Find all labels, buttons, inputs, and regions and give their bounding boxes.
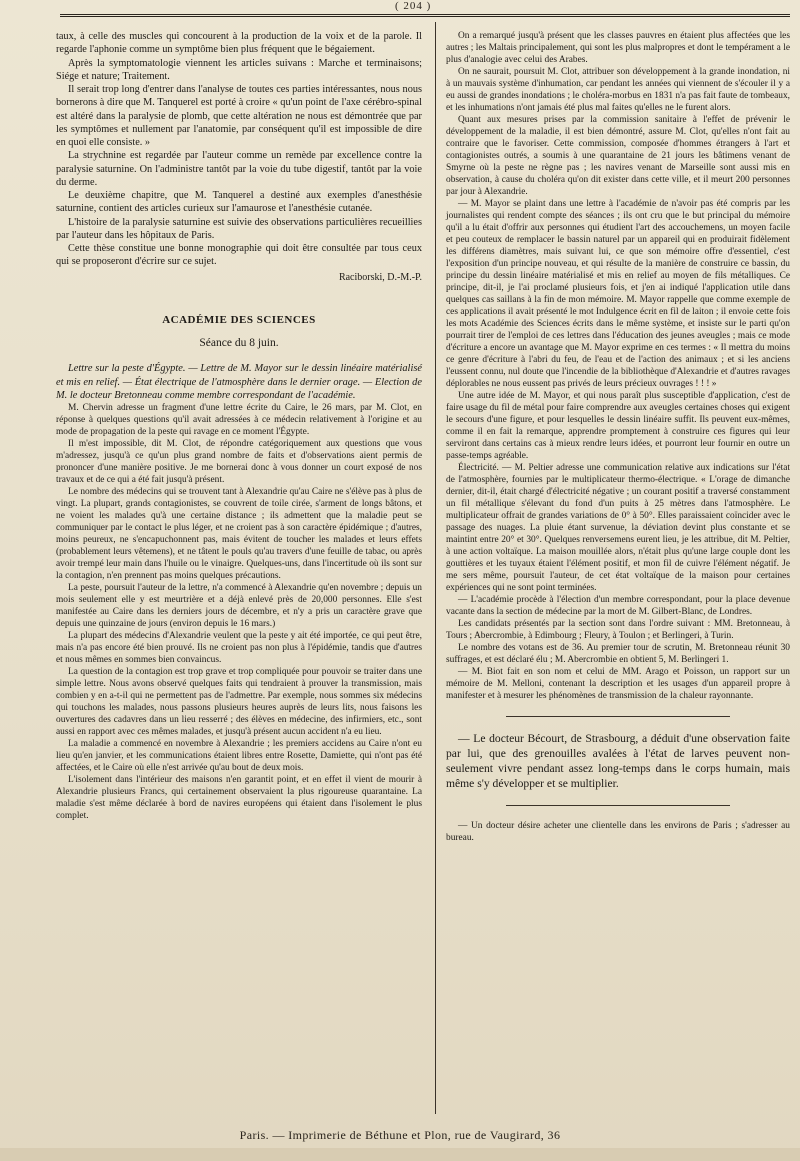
- section-date: Séance du 8 juin.: [199, 337, 279, 349]
- article-paragraph: La peste, poursuit l'auteur de la lettre, n'a commencé à Alexandrie qu'en novembre ; depuis un mois seulement elle y est meurtrière et a déjà enlevé près de 20,000 personnes. Elle s'est manifestée au Caire dans les derniers jours de décembre, et n'y a pris un caractère grave que depuis une quinzaine de jours (environ depuis le 16 mars.): [56, 583, 422, 629]
- article-paragraph: — M. Mayor se plaint dans une lettre à l'académie de n'avoir pas été compris par les journalistes qui rendent compte des séances ; ils ont cru que le but principal du mémoire qu'il a lu était d'offrir aux personnes qui étudient l'art des accouchemens, un moyen facile et peu couteux de remplacer le bassin naturel par un appareil qui en produirait fidèlement les différens diamètres, mais suivant lui, ce que son mémoire offre d'essentiel, c'est l'exposition d'un principe nouveau, et qui résulte de la manière de construire ce bassin, du principe du dessin linéaire matérialisé et mis en relief au moyen de fils métalliques. Ce principe, dit-il, je l'ai proclamé plusieurs fois, et j'en ai indiqué l'application utile dans quelques cas saillans à la fin de mon mémoire. M. Mayor rappelle que comme exemple de ces applications il avait présenté le mot Indulgence écrit en fil de laiton ; il envoie cette fois les mots Académie des Sciences écrits dans le même système, et insiste sur le parti qu'on pourrait tirer de l'emploi de ces lettres dans l'éducation des jeunes aveugles ; mais ce mode d'écriture a encore un avantage que M. Mayor exprime en ces termes : « Il mettra du moins ce genre d'écriture à l'abri du feu, de l'eau et de l'action des animaux ; et si les anciens l'eussent connu, nul doute que l'incendie de la bibliothèque d'Alexandrie et d'autres ravages déplorables ne nous eussent pas privés de leurs précieux ouvrages ! ! ! »: [446, 199, 790, 389]
- article-paragraph: La question de la contagion est trop grave et trop compliquée pour pouvoir se traiter dans une simple lettre. Nous avons observé quelques faits qui tendraient à prouver la transmission, mais combien y en a-t-il qui ne permettent pas de l'admettre. Par exemple, nous sommes six médecins qui touchons les malades, nous passons plusieurs heures auprès de leurs lits, nous faisons les ouvertures des cadavres dans un lieu resserré ; des élèves en médecine, des infirmiers, etc., sont aussi en rapport avec ces mêmes malades, et jusqu'à présent aucun accident n'a eu lieu.: [56, 667, 422, 737]
- article-paragraph: Il m'est impossible, dit M. Clot, de répondre catégoriquement aux questions que vous m'adressez, jusqu'à ce qu'un plus grand nombre de faits et d'observations aient permis de prononcer d'une manière positive. Je me bornerai donc à vous donner un court exposé de nos travaux et de ce qui a été fait jusqu'à présent.: [56, 439, 422, 485]
- intro-paragraph: La strychnine est regardée par l'auteur comme un remède par excellence contre la paralysie saturnine. On l'administre tantôt par la voie du tube digestif, tantôt par la voie du derme.: [56, 150, 422, 188]
- session-summary: Lettre sur la peste d'Égypte. — Lettre de M. Mayor sur le dessin linéaire matérialisé et mis en relief. — État électrique de l'atmosphère dans le dernier orage. — Election de M. le docteur Bretonneau comme membre correspondant de l'académie.: [56, 363, 422, 401]
- classified-ad: — Un docteur désire acheter une clientelle dans les environs de Paris ; s'adresser au bureau.: [446, 821, 790, 843]
- article-paragraph: M. Chervin adresse un fragment d'une lettre écrite du Caire, le 26 mars, par M. Clot, en réponse à quelques questions qu'il avait adressées à ce médecin relativement à l'origine et au mode de propagation de la peste qui ravage en ce moment l'Égypte.: [56, 403, 422, 437]
- page-number: ( 204 ): [395, 0, 432, 12]
- article-paragraph: Le nombre des médecins qui se trouvent tant à Alexandrie qu'au Caire ne s'élève pas à plus de vingt. La plupart, grands contagionistes, se couvrent de toile cirée, s'arment de longs bâtons, et ne voient les malades qu'à une certaine distance ; ils admettent que la maladie peut se communiquer par le contact le plus léger, et ne croient pas à son caractère épidémique ; d'autres, moins peureux, ne s'encapuchonnent pas, mais évitent de toucher les malades et leurs effets (probablement leurs vêtemens), et ne tâtent le pouls qu'au travers d'une feuille de tabac, ou après avoir trempé leur main dans l'huile ou le vinaigre. Quelques-uns, dans l'incertitude où ils sont sur la contagion, n'en prennent pas moins quelques précautions.: [56, 487, 422, 581]
- right-column: [446, 30, 790, 844]
- column-rule: [435, 22, 436, 1114]
- article-paragraph: On a remarqué jusqu'à présent que les classes pauvres en étaient plus affectées que les autres ; les Maltais principalement, qui sont les plus malpropres et dont le tempérament a le plus d'analogie avec celui des Arabes.: [446, 31, 790, 65]
- author-signature: Raciborski, D.-M.-P.: [338, 271, 422, 283]
- separator: [506, 716, 730, 717]
- article-paragraph: Le nombre des votans est de 36. Au premier tour de scrutin, M. Bretonneau réunit 30 suffrages, et est déclaré élu ; M. Abercrombie en obtient 5, M. Berlingeri 1.: [446, 643, 790, 665]
- news-item: — Le docteur Bécourt, de Strasbourg, a déduit d'une observation faite par lui, que des grenouilles avalées à l'état de larves peuvent non-seulement vivre pendant assez long-temps dans le corps humain, mais même s'y développer et se multiplier.: [446, 732, 790, 790]
- page-edge: [0, 1148, 800, 1161]
- intro-paragraph: Après la symptomatologie viennent les articles suivans : Marche et terminaisons; Siége et nature; Traitement.: [56, 57, 422, 82]
- article-paragraph: On ne saurait, poursuit M. Clot, attribuer son développement à la grande inondation, ni à un mauvais système d'inhumation, car pendant les années qui viennent de s'écouler il y a eu aussi de grandes inondations ; le choléra-morbus en 1831 n'a pas fait faute de tombeaux, et les inhumations n'ont jamais été plus mal faites qu'elles ne le furent alors.: [446, 67, 790, 113]
- article-paragraph: — L'académie procède à l'élection d'un membre correspondant, pour la place devenue vacante dans la section de médecine par la mort de M. Gilbert-Blanc, de Londres.: [446, 595, 790, 617]
- intro-paragraph: Le deuxième chapitre, que M. Tanquerel a destiné aux exemples d'anesthésie saturnine, contient des articles curieux sur l'amaurose et l'anesthésie cutanée.: [56, 190, 422, 215]
- article-paragraph: Électricité. — M. Peltier adresse une communication relative aux indications sur l'état de l'atmosphère, fournies par le multiplicateur thermo-électrique. « L'orage de dimanche dernier, dit-il, était chargé d'électricité négative ; un courant positif a traversé constamment un fil métallique s'élevant du fond d'un puits à 25 mètres dans l'atmosphère. Le multiplicateur offrait de grandes variations de 0° à 50°. Elles paraissaient coïncider avec le passage des nuages. La pluie étant survenue, la déviation devint plus constante et se maintint entre 20° et 30°. Quelques renversemens eurent lieu, je les attribue, dit M. Peltier, à une action voltaïque. La maison mouillée alors, n'était plus qu'une large couple dont les gouttières et les tuyaux étaient l'élément positif, et mon fil de cuivre l'élément négatif. Je me sers même, poursuit l'auteur, de cet état voltaïque de la maison pour certaines expériences qui ne sont point terminées.: [446, 463, 790, 593]
- top-rule: [60, 14, 790, 17]
- left-column: [56, 30, 422, 822]
- article-body: [56, 402, 422, 822]
- intro-paragraph: taux, à celle des muscles qui concourent à la production de la voix et de la parole. Il regarde l'aphonie comme un symptôme bien plus fréquent que le bégaiement.: [56, 31, 422, 56]
- intro-paragraph: Cette thèse constitue une bonne monographie qui doit être consultée par tous ceux qui se proposeront d'écrire sur ce sujet.: [56, 243, 422, 268]
- printer-footer: Paris. — Imprimerie de Béthune et Plon, rue de Vaugirard, 36: [239, 1128, 561, 1142]
- article-paragraph: Quant aux mesures prises par la commission sanitaire à l'effet de prévenir le développement de la maladie, il est bien démontré, assure M. Clot, qu'elles n'ont fait au contraire que le favoriser. Cette commission, composée d'hommes étrangers à l'art et contagionistes outrés, a soumis à une quarantaine de 21 jours les bâtimens venant de Smyrne où la peste ne règne pas ; les navires venant de Marseille sont aussi mis en observation, à cause du choléra qu'on dit exister dans cette ville, et il meurt 200 personnes par jour à Alexandrie.: [446, 115, 790, 197]
- article-paragraph: Une autre idée de M. Mayor, et qui nous paraît plus susceptible d'application, c'est de faire usage du fil de métal pour faire comprendre aux aveugles certaines choses qui exigent le secours d'une figure, et pour lesquelles le dessin linéaire suffit. Ils peuvent eux-mêmes, comme il en fait la remarque, apprendre promptement à construire ces figures qui leur serviront dans certains cas à mieux rendre leurs idées, et pourront leur fournir en outre un passe-temps agréable.: [446, 391, 790, 461]
- article-paragraph: — M. Biot fait en son nom et celui de MM. Arago et Poisson, un rapport sur un mémoire de M. Melloni, contenant la description et les usages d'un appareil propre à manifester et à mesurer les phénomènes de transmission de la chaleur rayonnante.: [446, 667, 790, 701]
- article-paragraph: Les candidats présentés par la section sont dans l'ordre suivant : MM. Bretonneau, à Tours ; Abercrombie, à Edimbourg ; Fleury, à Toulon ; et Berlingeri, à Turin.: [446, 619, 790, 641]
- separator: [506, 805, 730, 806]
- intro-paragraph: L'histoire de la paralysie saturnine est suivie des observations particulières recueillies par l'auteur dans les hôpitaux de Paris.: [56, 216, 422, 241]
- article-paragraph: L'isolement dans l'intérieur des maisons n'en garantit point, et en effet il vient de mourir à Alexandrie plusieurs Francs, qui certainement observaient la plus rigoureuse quarantaine. La maladie s'est même déclarée à bord de navires européens qui étaient dans l'isolement le plus complet.: [56, 775, 422, 821]
- article-continued: [446, 30, 790, 702]
- article-paragraph: La maladie a commencé en novembre à Alexandrie ; les premiers accidens au Caire n'ont eu lieu qu'en janvier, et les communications étaient libres entre Rosette, Damiette, qui n'ont pas été affectées, et le Caire où elle n'est arrivée qu'au bout de deux mois.: [56, 739, 422, 773]
- article-paragraph: La plupart des médecins d'Alexandrie veulent que la peste y ait été importée, ce qui peut être, mais n'a pas encore été bien prouvé. Ils ne croient pas non plus à l'épidémie, tandis que d'autres et nous mêmes en sommes bien convaincus.: [56, 631, 422, 665]
- section-title: ACADÉMIE DES SCIENCES: [162, 313, 316, 326]
- intro-paragraph: Il serait trop long d'entrer dans l'analyse de toutes ces parties intéressantes, nous nous bornerons à dire que M. Tanquerel est porté à croire « qu'un point de l'axe cérébro-spinal est altéré dans la paralysie de plomb, que cette altération ne nous est démontrée que par les symptômes et nullement par l'anatomie, par conséquent qu'il est impossible de dire en quoi elle consiste. »: [56, 84, 422, 148]
